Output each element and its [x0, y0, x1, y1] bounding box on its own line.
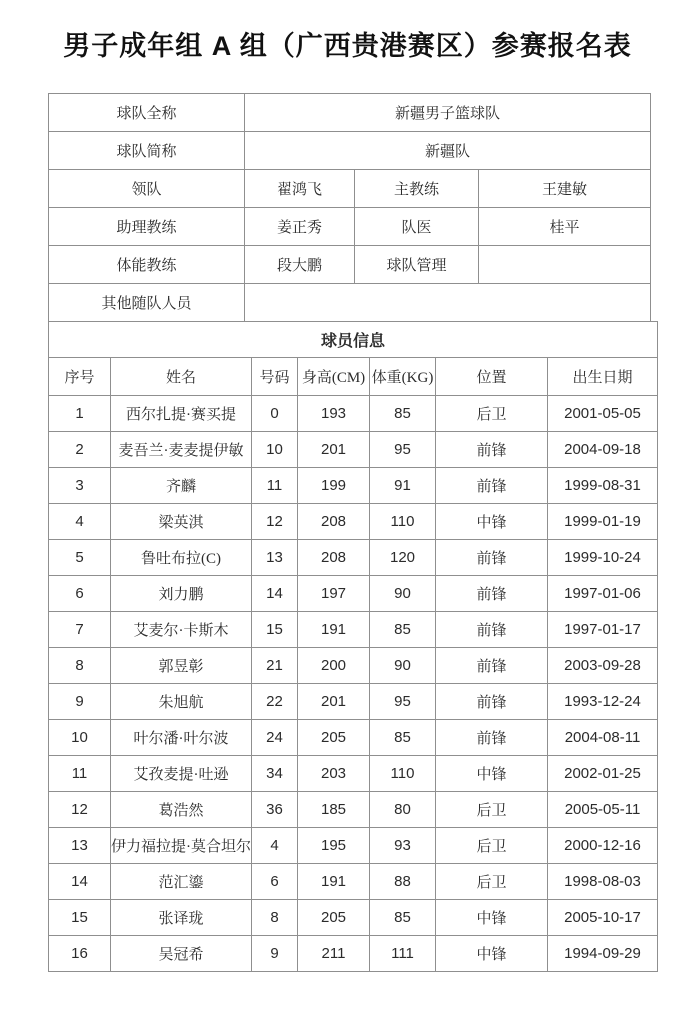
team-short-name-row: [49, 132, 651, 170]
player-cell-weight: 91: [370, 468, 436, 504]
table-row: [49, 900, 658, 936]
player-cell-birthdate: 2003-09-28: [548, 648, 658, 684]
player-cell-index: 1: [49, 396, 111, 432]
player-cell-height: 199: [298, 468, 370, 504]
players-body: [49, 396, 658, 972]
player-cell-name: 范汇鎏: [111, 864, 252, 900]
player-cell-height: 205: [298, 720, 370, 756]
table-row: [49, 648, 658, 684]
player-cell-number: 13: [252, 540, 298, 576]
player-cell-birthdate: 2000-12-16: [548, 828, 658, 864]
player-cell-height: 211: [298, 936, 370, 972]
player-cell-birthdate: 1993-12-24: [548, 684, 658, 720]
player-cell-position: 后卫: [436, 792, 548, 828]
table-row: [49, 936, 658, 972]
player-cell-number: 10: [252, 432, 298, 468]
team-doctor-value: 桂平: [479, 208, 651, 246]
team-leader-row: [49, 170, 651, 208]
player-cell-weight: 80: [370, 792, 436, 828]
table-row: [49, 792, 658, 828]
player-cell-birthdate: 1994-09-29: [548, 936, 658, 972]
player-cell-index: 8: [49, 648, 111, 684]
player-cell-position: 前锋: [436, 468, 548, 504]
player-cell-position: 中锋: [436, 936, 548, 972]
table-row: [49, 612, 658, 648]
player-cell-index: 15: [49, 900, 111, 936]
player-cell-weight: 95: [370, 684, 436, 720]
player-cell-name: 梁英淇: [111, 504, 252, 540]
table-row: [49, 540, 658, 576]
player-cell-name: 艾孜麦提·吐逊: [111, 756, 252, 792]
player-cell-position: 前锋: [436, 684, 548, 720]
fitness-coach-row: [49, 246, 651, 284]
player-cell-position: 后卫: [436, 864, 548, 900]
table-row: [49, 432, 658, 468]
assistant-coach-label: 助理教练: [49, 208, 245, 246]
player-cell-birthdate: 1999-01-19: [548, 504, 658, 540]
player-cell-birthdate: 1999-10-24: [548, 540, 658, 576]
player-cell-number: 12: [252, 504, 298, 540]
table-row: [49, 864, 658, 900]
player-cell-name: 张译珑: [111, 900, 252, 936]
player-cell-weight: 90: [370, 576, 436, 612]
players-table: [48, 321, 658, 972]
player-cell-weight: 85: [370, 900, 436, 936]
player-cell-position: 后卫: [436, 396, 548, 432]
player-cell-weight: 88: [370, 864, 436, 900]
player-cell-height: 193: [298, 396, 370, 432]
player-cell-name: 鲁吐布拉(C): [111, 540, 252, 576]
player-cell-index: 4: [49, 504, 111, 540]
player-cell-index: 16: [49, 936, 111, 972]
table-row: [49, 576, 658, 612]
player-cell-birthdate: 1998-08-03: [548, 864, 658, 900]
players-section-row: [49, 322, 658, 358]
player-cell-name: 刘力鹏: [111, 576, 252, 612]
table-row: [49, 684, 658, 720]
player-cell-number: 14: [252, 576, 298, 612]
player-cell-height: 195: [298, 828, 370, 864]
player-cell-index: 14: [49, 864, 111, 900]
player-cell-height: 201: [298, 432, 370, 468]
assistant-coach-value: 姜正秀: [245, 208, 355, 246]
player-cell-weight: 85: [370, 720, 436, 756]
player-cell-height: 203: [298, 756, 370, 792]
column-header-weight: 体重(KG): [370, 358, 436, 396]
player-cell-weight: 120: [370, 540, 436, 576]
table-row: [49, 828, 658, 864]
player-cell-height: 191: [298, 612, 370, 648]
player-cell-height: 205: [298, 900, 370, 936]
page-title: 男子成年组 A 组（广西贵港赛区）参赛报名表: [63, 31, 632, 61]
players-section-title: 球员信息: [49, 322, 658, 358]
player-cell-index: 2: [49, 432, 111, 468]
table-row: [49, 504, 658, 540]
player-cell-weight: 95: [370, 432, 436, 468]
player-cell-number: 9: [252, 936, 298, 972]
player-cell-index: 6: [49, 576, 111, 612]
column-header-position: 位置: [436, 358, 548, 396]
player-cell-number: 0: [252, 396, 298, 432]
player-cell-weight: 85: [370, 396, 436, 432]
team-leader-label: 领队: [49, 170, 245, 208]
player-cell-index: 12: [49, 792, 111, 828]
player-cell-name: 郭昱彰: [111, 648, 252, 684]
player-cell-birthdate: 2004-08-11: [548, 720, 658, 756]
other-staff-label: 其他随队人员: [49, 284, 245, 322]
player-cell-position: 前锋: [436, 540, 548, 576]
player-cell-position: 中锋: [436, 504, 548, 540]
team-full-name-row: [49, 94, 651, 132]
team-full-name-value: 新疆男子篮球队: [245, 94, 651, 132]
player-cell-number: 22: [252, 684, 298, 720]
player-cell-height: 208: [298, 540, 370, 576]
player-cell-position: 中锋: [436, 900, 548, 936]
table-row: [49, 756, 658, 792]
column-header-number: 号码: [252, 358, 298, 396]
player-cell-weight: 110: [370, 756, 436, 792]
player-cell-weight: 110: [370, 504, 436, 540]
table-row: [49, 468, 658, 504]
column-header-birthdate: 出生日期: [548, 358, 658, 396]
player-cell-number: 11: [252, 468, 298, 504]
player-cell-birthdate: 2005-05-11: [548, 792, 658, 828]
player-cell-name: 葛浩然: [111, 792, 252, 828]
player-cell-index: 13: [49, 828, 111, 864]
player-cell-height: 208: [298, 504, 370, 540]
player-cell-height: 191: [298, 864, 370, 900]
player-cell-weight: 93: [370, 828, 436, 864]
player-cell-position: 前锋: [436, 612, 548, 648]
team-leader-value: 翟鸿飞: [245, 170, 355, 208]
column-header-height: 身高(CM): [298, 358, 370, 396]
player-cell-index: 3: [49, 468, 111, 504]
player-cell-birthdate: 1997-01-06: [548, 576, 658, 612]
team-manager-label: 球队管理: [355, 246, 479, 284]
team-info-table: [48, 93, 651, 322]
player-cell-number: 15: [252, 612, 298, 648]
player-cell-birthdate: 2005-10-17: [548, 900, 658, 936]
player-cell-number: 8: [252, 900, 298, 936]
team-manager-value: [479, 246, 651, 284]
player-cell-birthdate: 1999-08-31: [548, 468, 658, 504]
player-cell-name: 伊力福拉提·莫合坦尔: [111, 828, 252, 864]
fitness-coach-label: 体能教练: [49, 246, 245, 284]
player-cell-weight: 90: [370, 648, 436, 684]
column-header-index: 序号: [49, 358, 111, 396]
player-cell-birthdate: 2001-05-05: [548, 396, 658, 432]
player-cell-name: 叶尔潘·叶尔波: [111, 720, 252, 756]
player-cell-height: 201: [298, 684, 370, 720]
players-header-row: [49, 358, 658, 396]
player-cell-height: 185: [298, 792, 370, 828]
player-cell-number: 4: [252, 828, 298, 864]
table-row: [49, 396, 658, 432]
player-cell-index: 11: [49, 756, 111, 792]
other-staff-row: [49, 284, 651, 322]
team-full-name-label: 球队全称: [49, 94, 245, 132]
player-cell-weight: 85: [370, 612, 436, 648]
fitness-coach-value: 段大鹏: [245, 246, 355, 284]
player-cell-index: 10: [49, 720, 111, 756]
team-doctor-label: 队医: [355, 208, 479, 246]
head-coach-value: 王建敏: [479, 170, 651, 208]
player-cell-position: 前锋: [436, 648, 548, 684]
player-cell-height: 200: [298, 648, 370, 684]
player-cell-name: 齐麟: [111, 468, 252, 504]
player-cell-number: 36: [252, 792, 298, 828]
player-cell-birthdate: 2004-09-18: [548, 432, 658, 468]
team-short-name-label: 球队简称: [49, 132, 245, 170]
player-cell-name: 麦吾兰·麦麦提伊敏: [111, 432, 252, 468]
player-cell-height: 197: [298, 576, 370, 612]
player-cell-position: 前锋: [436, 432, 548, 468]
team-short-name-value: 新疆队: [245, 132, 651, 170]
player-cell-birthdate: 1997-01-17: [548, 612, 658, 648]
player-cell-position: 后卫: [436, 828, 548, 864]
head-coach-label: 主教练: [355, 170, 479, 208]
assistant-coach-row: [49, 208, 651, 246]
other-staff-value: [245, 284, 651, 322]
player-cell-weight: 111: [370, 936, 436, 972]
player-cell-index: 5: [49, 540, 111, 576]
player-cell-name: 朱旭航: [111, 684, 252, 720]
player-cell-position: 前锋: [436, 720, 548, 756]
player-cell-number: 6: [252, 864, 298, 900]
player-cell-number: 34: [252, 756, 298, 792]
player-cell-number: 24: [252, 720, 298, 756]
player-cell-name: 艾麦尔·卡斯木: [111, 612, 252, 648]
player-cell-name: 吴冠希: [111, 936, 252, 972]
player-cell-index: 7: [49, 612, 111, 648]
table-row: [49, 720, 658, 756]
player-cell-name: 西尔扎提·赛买提: [111, 396, 252, 432]
player-cell-birthdate: 2002-01-25: [548, 756, 658, 792]
column-header-name: 姓名: [111, 358, 252, 396]
player-cell-number: 21: [252, 648, 298, 684]
player-cell-index: 9: [49, 684, 111, 720]
player-cell-position: 中锋: [436, 756, 548, 792]
player-cell-position: 前锋: [436, 576, 548, 612]
